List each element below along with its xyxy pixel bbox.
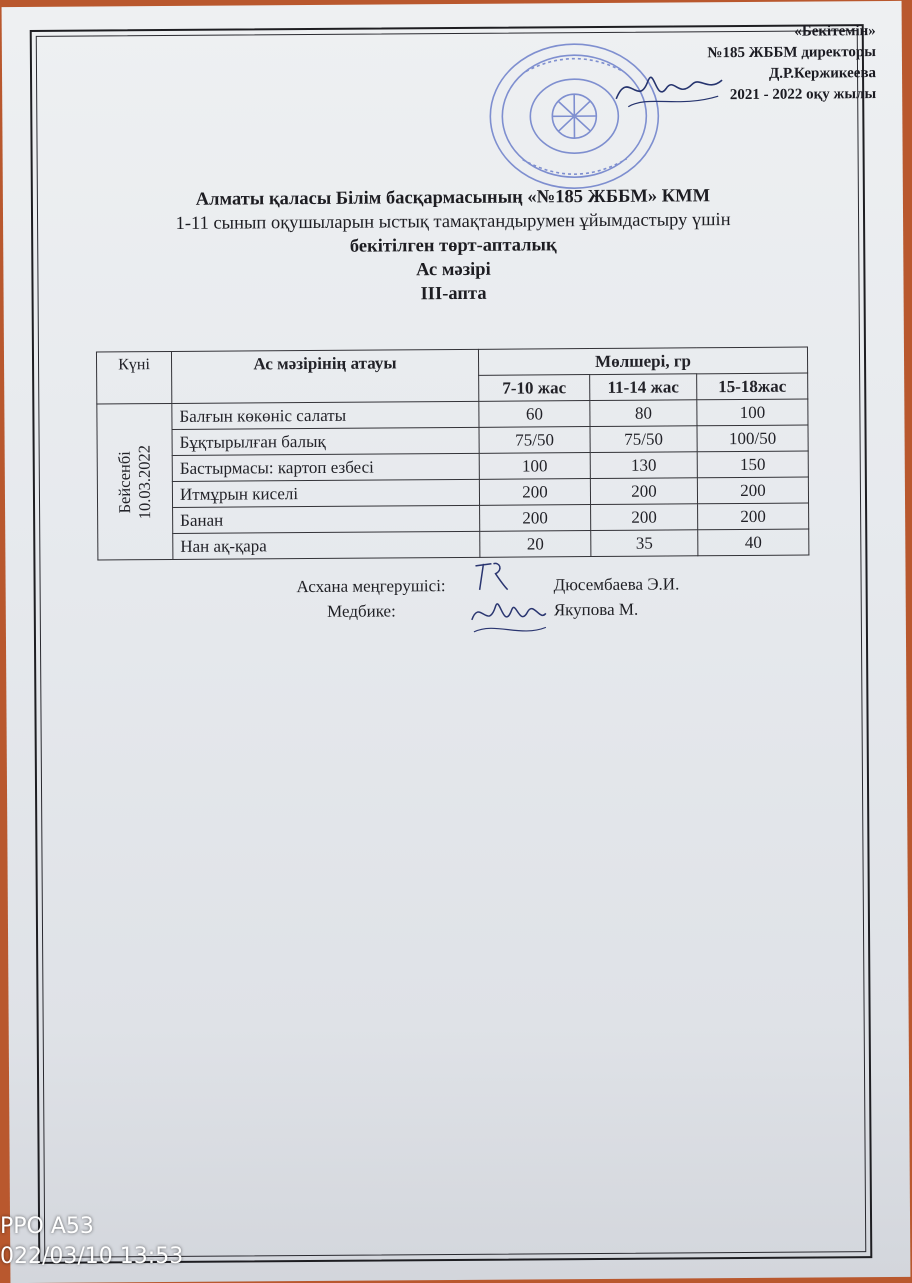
- amount-age-1: 100: [479, 453, 590, 480]
- amount-age-2: 200: [591, 504, 698, 531]
- watermark-datetime: 022/03/10 13:53: [0, 1244, 184, 1269]
- dish-name: Итмұрын киселі: [172, 479, 479, 507]
- dish-name: Нан ақ-қара: [173, 531, 480, 559]
- watermark-device: PPO A53: [0, 1214, 94, 1239]
- column-header-age-2: 11-14 жас: [590, 374, 697, 401]
- header-approved-period: бекітілген төрт-апталық: [349, 235, 557, 257]
- amount-age-1: 60: [479, 401, 590, 428]
- column-header-age-1: 7-10 жас: [479, 375, 590, 402]
- dish-name: Банан: [173, 505, 480, 533]
- column-header-dish: Ас мәзірінің атауы: [171, 349, 478, 403]
- document-header: [43, 183, 864, 309]
- approval-block: [707, 21, 876, 106]
- amount-age-3: 150: [697, 451, 808, 478]
- approval-title: «Бекітемін»: [794, 23, 876, 40]
- kitchen-manager-role: Асхана меңгерушісі:: [296, 576, 446, 597]
- column-header-day: Күні: [96, 351, 171, 404]
- amount-age-3: 200: [698, 503, 809, 530]
- header-menu-title: Ас мәзірі: [416, 259, 491, 281]
- document-sheet: [2, 1, 911, 1283]
- day-cell: [97, 403, 173, 560]
- day-date: 10.03.2022: [134, 444, 155, 519]
- dish-name: Бастырмасы: картоп езбесі: [172, 453, 479, 481]
- dish-name: Балғын көкөніс салаты: [172, 401, 479, 429]
- amount-age-1: 200: [479, 479, 590, 506]
- amount-age-2: 35: [591, 530, 698, 557]
- table-row: [98, 529, 809, 560]
- amount-age-2: 80: [590, 400, 697, 427]
- amount-age-3: 200: [697, 477, 808, 504]
- amount-age-2: 200: [590, 478, 697, 505]
- amount-age-2: 75/50: [590, 426, 697, 453]
- amount-age-1: 20: [480, 531, 591, 558]
- amount-age-1: 75/50: [479, 427, 590, 454]
- header-purpose: 1-11 сынып оқушыларын ыстық тамақтандырумен ұйымдастыру үшін: [175, 210, 731, 234]
- amount-age-3: 100/50: [697, 425, 808, 452]
- amount-age-1: 200: [480, 505, 591, 532]
- dish-name: Бұқтырылған балық: [172, 427, 479, 455]
- approval-position: №185 ЖББМ директоры: [707, 44, 876, 62]
- header-week: ІІІ-апта: [420, 283, 487, 305]
- camera-watermark: [0, 1212, 183, 1272]
- header-organization: Алматы қаласы Білім басқармасының «№185 ЖББМ» КММ: [195, 186, 711, 210]
- amount-age-3: 40: [698, 529, 809, 556]
- nurse-name: Якупова М.: [553, 599, 639, 620]
- day-name: Бейсенбі: [114, 450, 135, 514]
- kitchen-manager-name: Дюсембаева Э.И.: [553, 574, 680, 595]
- approval-school-year: 2021 - 2022 оқу жылы: [729, 86, 877, 104]
- day-label: [115, 444, 156, 519]
- menu-table: [96, 347, 809, 561]
- column-header-amount: Мөлшері, гр: [478, 347, 807, 375]
- nurse-signature: [466, 591, 550, 640]
- amount-age-2: 130: [590, 452, 697, 479]
- nurse-role: Медбике:: [326, 601, 396, 621]
- approval-director-name: Д.Р.Кержикеева: [768, 65, 877, 82]
- amount-age-3: 100: [697, 399, 808, 426]
- column-header-age-3: 15-18жас: [697, 373, 808, 400]
